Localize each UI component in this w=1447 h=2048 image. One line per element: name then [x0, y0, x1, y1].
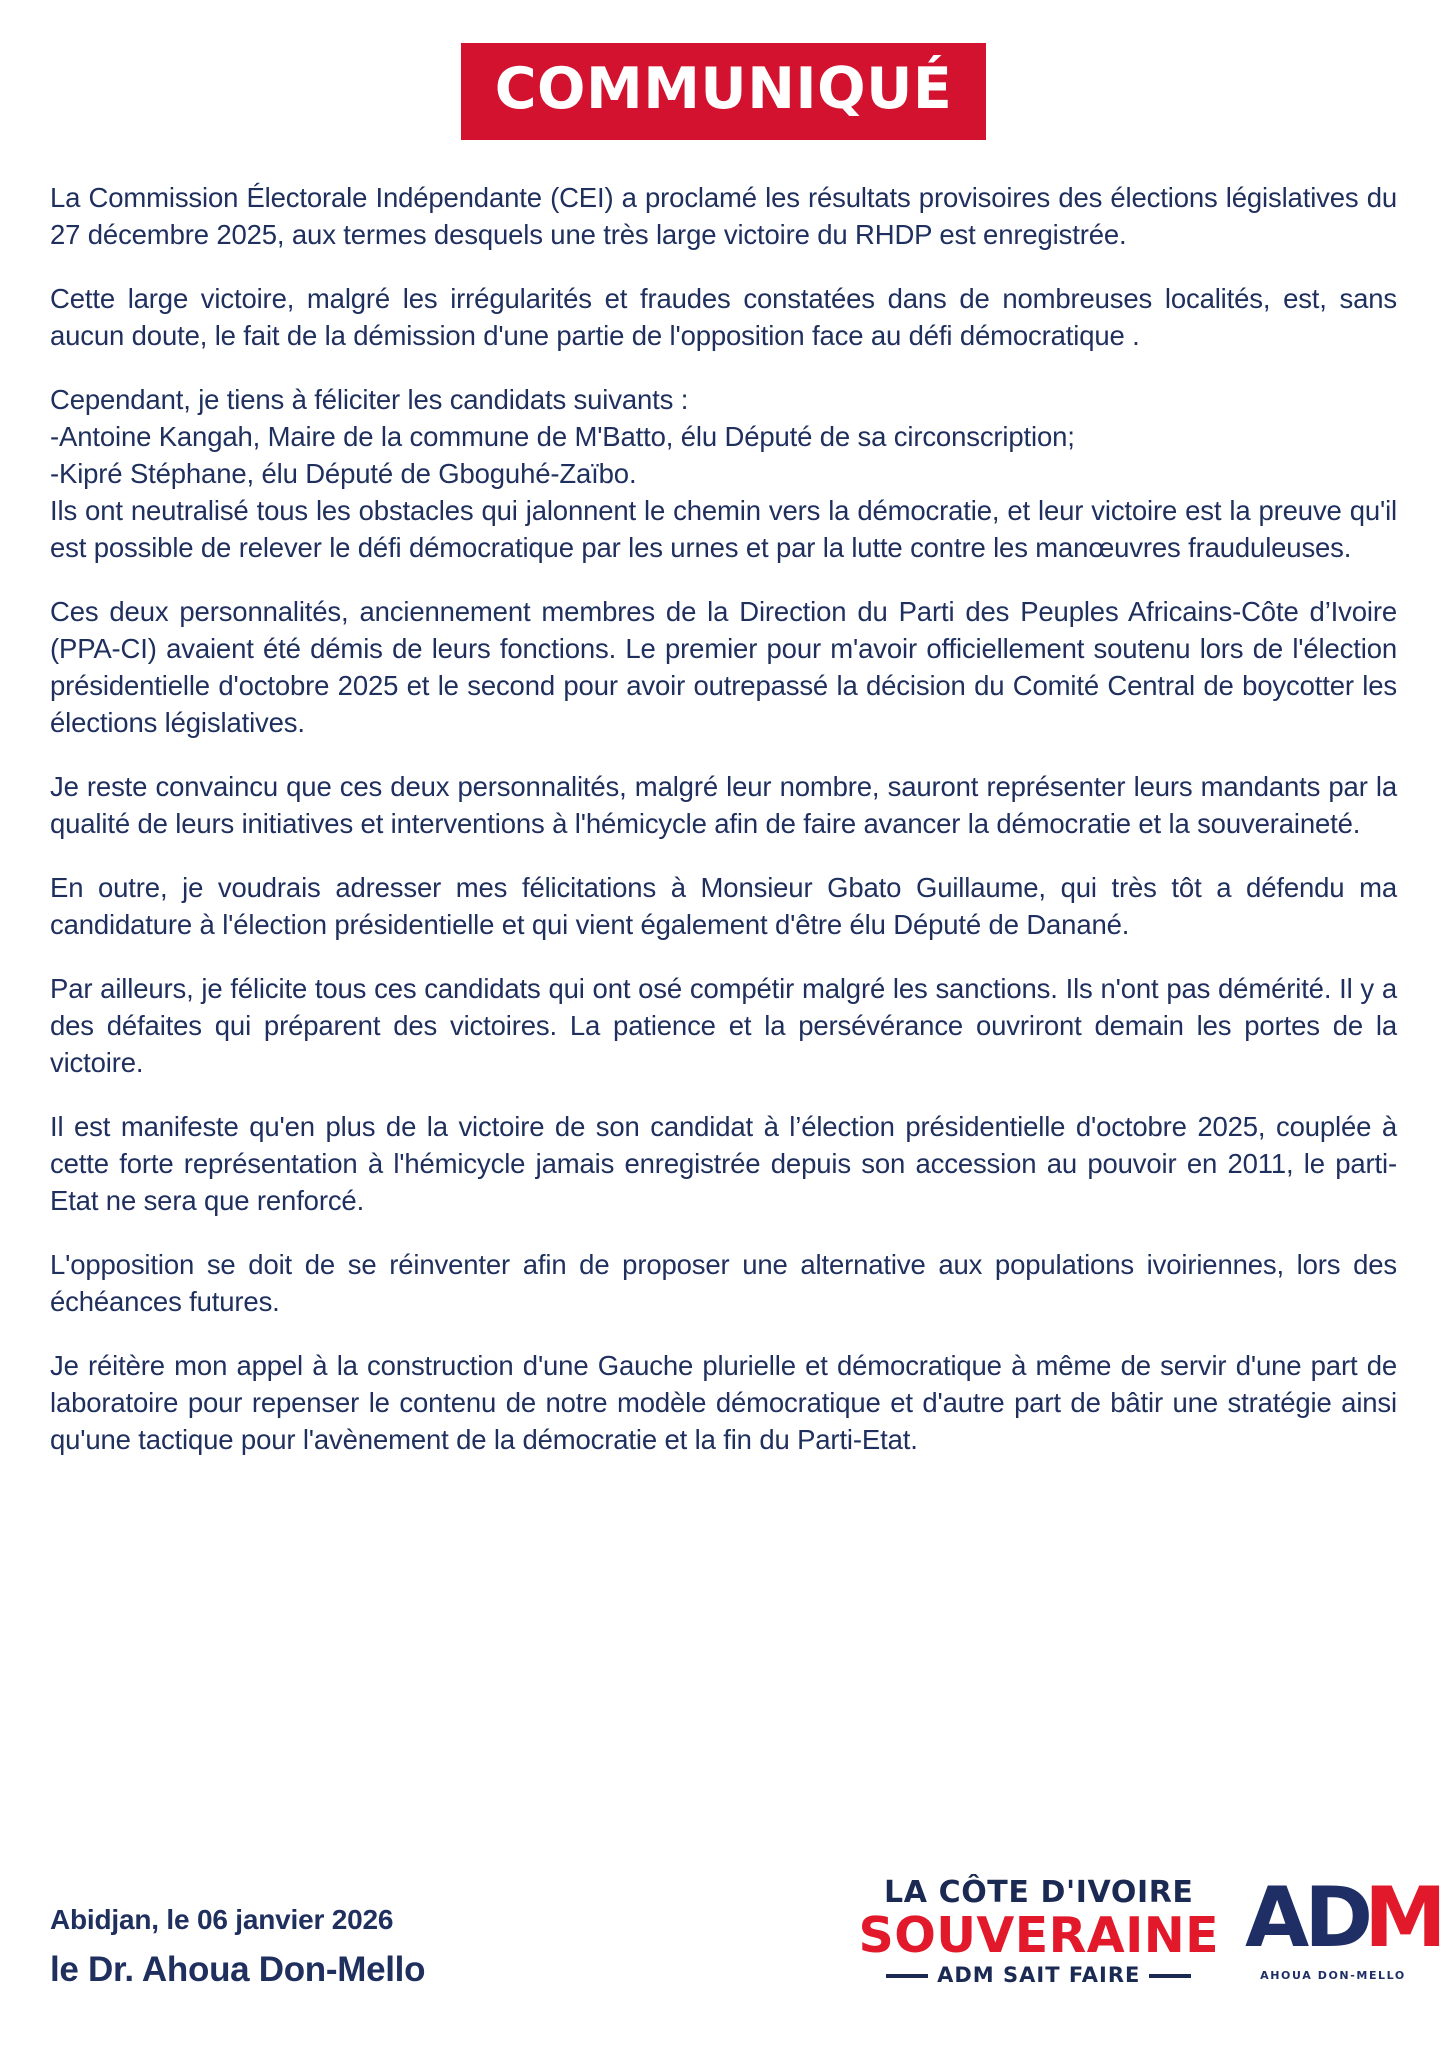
- souveraine-logo-line3: ADM SAIT FAIRE: [937, 1963, 1141, 1987]
- document-body: [0, 180, 1447, 1459]
- adm-wordmark: [1245, 1869, 1442, 1966]
- souveraine-logo-line1: LA CÔTE D'IVOIRE: [884, 1875, 1194, 1910]
- place-and-date: Abidjan, le 06 janvier 2026: [50, 1904, 394, 1935]
- document-footer: [0, 1869, 1447, 1990]
- paragraph-3: [50, 382, 1397, 567]
- rule-right-decoration: [1149, 1974, 1191, 1978]
- paragraph-6: En outre, je voudrais adresser mes félicitations à Monsieur Gbato Guillaume, qui très tôt a défendu ma candidature à l'élection présidentielle et qui vient également d'être élu Député de Danané.: [50, 871, 1397, 940]
- adm-logo-subtitle: AHOUA DON-MELLO: [1260, 1969, 1406, 1982]
- candidate-item-2: -Kipré Stéphane, élu Député de Gboguhé-Zaïbo.: [50, 457, 637, 489]
- paragraph-4: Ces deux personnalités, anciennement membres de la Direction du Parti des Peuples Africains-Côte d’Ivoire (PPA-CI) avaient été démis de leurs fonctions. Le premier pour m'avoir officiellement soutenu lors de l'élection présidentielle d'octobre 2025 et le second pour avoir outrepassé la décision du Comité Central de boycotter les élections législatives.: [50, 595, 1397, 738]
- adm-logo: [1245, 1869, 1442, 1984]
- paragraph-9: L'opposition se doit de se réinventer afin de proposer une alternative aux populations ivoiriennes, lors des échéances futures.: [50, 1248, 1397, 1317]
- paragraph-8: Il est manifeste qu'en plus de la victoire de son candidat à l’élection présidentielle d'octobre 2025, couplée à cette forte représentation à l'hémicycle jamais enregistrée depuis son accession au pouvoir en 2011, le parti-Etat ne sera que renforcé.: [50, 1110, 1397, 1216]
- paragraph-7: Par ailleurs, je félicite tous ces candidats qui ont osé compétir malgré les sanctions. Ils n'ont pas démérité. Il y a des défaites qui préparent des victoires. La patience et la persévérance ouvriront demain les portes de la victoire.: [50, 972, 1397, 1078]
- footer-logos: [858, 1869, 1442, 1990]
- paragraph-2: Cette large victoire, malgré les irrégularités et fraudes constatées dans de nombreuses localités, est, sans aucun doute, le fait de la démission d'une partie de l'opposition face au défi démocratique .: [50, 282, 1397, 351]
- souveraine-logo-tagline-row: [859, 1965, 1220, 1986]
- souveraine-logo-line2: SOUVERAINE: [858, 1907, 1219, 1964]
- congrats-intro-line: Cependant, je tiens à féliciter les candidats suivants :: [50, 383, 689, 415]
- adm-wordmark-m: M: [1364, 1869, 1442, 1966]
- paragraph-1: La Commission Électorale Indépendante (CEI) a proclamé les résultats provisoires des élections législatives du 27 décembre 2025, aux termes desquels une très large victoire du RHDP est enregistrée.: [50, 182, 1397, 250]
- rule-left-decoration: [886, 1974, 928, 1978]
- paragraph-5: Je reste convaincu que ces deux personnalités, malgré leur nombre, sauront représenter leurs mandants par la qualité de leurs initiatives et interventions à l'hémicycle afin de faire avancer la démocratie et la souveraineté.: [50, 770, 1397, 839]
- candidate-item-1: -Antoine Kangah, Maire de la commune de M'Batto, élu Député de sa circonscription;: [50, 420, 1075, 452]
- header-banner-container: [0, 0, 1447, 140]
- adm-wordmark-ad: AD: [1245, 1869, 1369, 1966]
- page-title: COMMUNIQUÉ: [461, 43, 987, 140]
- signature-block: [50, 1904, 425, 1990]
- paragraph-3-tail: Ils ont neutralisé tous les obstacles qui jalonnent le chemin vers la démocratie, et leur victoire est la preuve qu'il est possible de relever le défi démocratique par les urnes et par la lutte contre les manœuvres frauduleuses.: [50, 494, 1397, 563]
- souveraine-logo: [858, 1875, 1220, 1987]
- paragraph-10: Je réitère mon appel à la construction d'une Gauche plurielle et démocratique à même de servir d'une part de laboratoire pour repenser le contenu de notre modèle démocratique et d'autre part de bâtir une stratégie ainsi qu'une tactique pour l'avènement de la démocratie et la fin du Parti-Etat.: [50, 1349, 1397, 1455]
- signatory-name: le Dr. Ahoua Don-Mello: [50, 1950, 426, 1989]
